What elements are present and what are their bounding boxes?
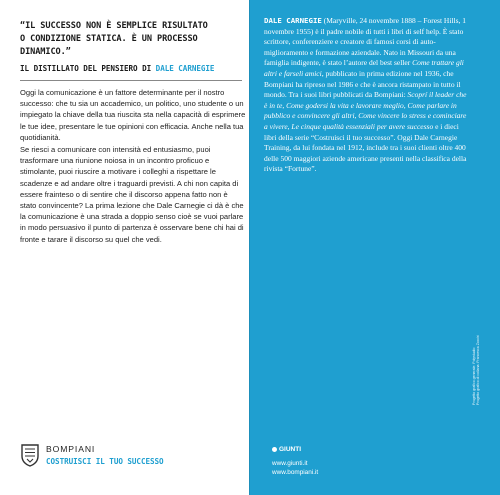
- separator: ,: [403, 100, 408, 110]
- credit-line-2: Progetto grafico di collana: Francesca Zocchi: [476, 334, 481, 405]
- design-credits: [472, 320, 490, 405]
- book-title-1: Come trattare gli altri e farseli amici: [264, 58, 464, 78]
- website-giunti[interactable]: www.giunti.it: [272, 460, 308, 467]
- separator: ,: [354, 111, 359, 121]
- book-title-6: Le cinque qualità essenziali per avere successo: [291, 121, 434, 131]
- giunti-label: GIUNTI: [279, 446, 302, 453]
- giunti-dot-icon: [272, 447, 277, 452]
- publisher-brand: BOMPIANI: [46, 444, 96, 454]
- right-flap: [250, 0, 500, 495]
- website-bompiani[interactable]: www.bompiani.it: [272, 468, 319, 476]
- pull-quote: [20, 20, 242, 59]
- blurb-text: [20, 87, 246, 246]
- credit-line-1: Progetto grafico generale: Polystudio: [472, 347, 476, 405]
- subtitle-author: DALE CARNEGIE: [155, 64, 215, 73]
- blurb-paragraph-1: Oggi la comunicazione è un fattore determinante per il nostro successo: che tu sia un accademico, un politico, uno studente o un impiegato la chiave della tua riuscita sta nella capacità di esprimere le tue idee, presentare le tue opinioni con efficacia. Anche nella tua quotidianità.: [20, 88, 246, 142]
- book-title-2: Scoprí il leader che è in te: [264, 90, 467, 110]
- author-bio: [264, 16, 470, 175]
- divider-rule: [20, 80, 242, 81]
- bompiani-logo-icon: [20, 443, 40, 467]
- pull-quote-line-1: “IL SUCCESSO NON È SEMPLICE RISULTATO: [20, 21, 208, 31]
- giunti-logo: [272, 446, 301, 453]
- author-name: DALE CARNEGIE: [264, 16, 322, 25]
- blurb-paragraph-2: Se riesci a comunicare con intensità ed entusiasmo, puoi trasformare una riunione noiosa in un incontro proficuo e stimolante, puoi riuscire a motivare i colleghi a rispettare le scadenze e ad andare oltre i traguardi previsti. A chi non capita di essere frainteso o di sentire che il discorso appena fatto non è stato convincente? La prima lezione che Dale Carnegie ci dà è che la comunicazione è una strada a doppio senso cioè se vuoi parlare in modo persuasivo il punto di partenza è osservare bene chi hai di fronte e tarare il discorso su quel che vedi.: [20, 145, 244, 244]
- subtitle-prefix: IL DISTILLATO DEL PENSIERO DI: [20, 64, 152, 73]
- bio-text-1: (Maryville, 24 novembre 1888 – Forest Hills, 1 novembre 1955) è il padre nobile di tutti i libri di self help. È stato scrittore, conferenziere e creatore di famosi corsi di auto-miglioramento e formazione aziendale. Nato in Missouri da una famiglia indigente, è stato l’autore del best seller: [264, 16, 467, 68]
- bio-text-3: e i dieci libri della serie “Costruisci il tuo successo”. Oggi Dale Carnegie Training, da lui fondata nel 1912, include tra i suoi clienti oltre 400 delle 500 maggiori aziende americane presenti nella classifica della rivista “Fortune”.: [264, 121, 467, 174]
- separator: ,: [287, 121, 292, 131]
- book-title-4: Come parlare in pubblico e convincere gli altri: [264, 100, 457, 121]
- subtitle: [20, 64, 248, 74]
- pull-quote-line-2: O CONDIZIONE STATICA. È UN PROCESSO DINAMICO.”: [20, 34, 198, 57]
- bio-text-2: , pubblicato in prima edizione nel 1936, che Bompiani ha ripreso nel 1986 e che è ancora ristampato in tutto il mondo. Tra i suoi libri pubblicati da Bompiani:: [264, 68, 461, 100]
- websites: [272, 460, 318, 477]
- book-title-3: Come godersi la vita e lavorare meglio: [286, 100, 404, 110]
- book-title-5: Come vincere lo stress e cominciare a vivere: [264, 111, 467, 131]
- separator: ,: [282, 100, 287, 110]
- series-name: COSTRUISCI IL TUO SUCCESSO: [46, 457, 164, 466]
